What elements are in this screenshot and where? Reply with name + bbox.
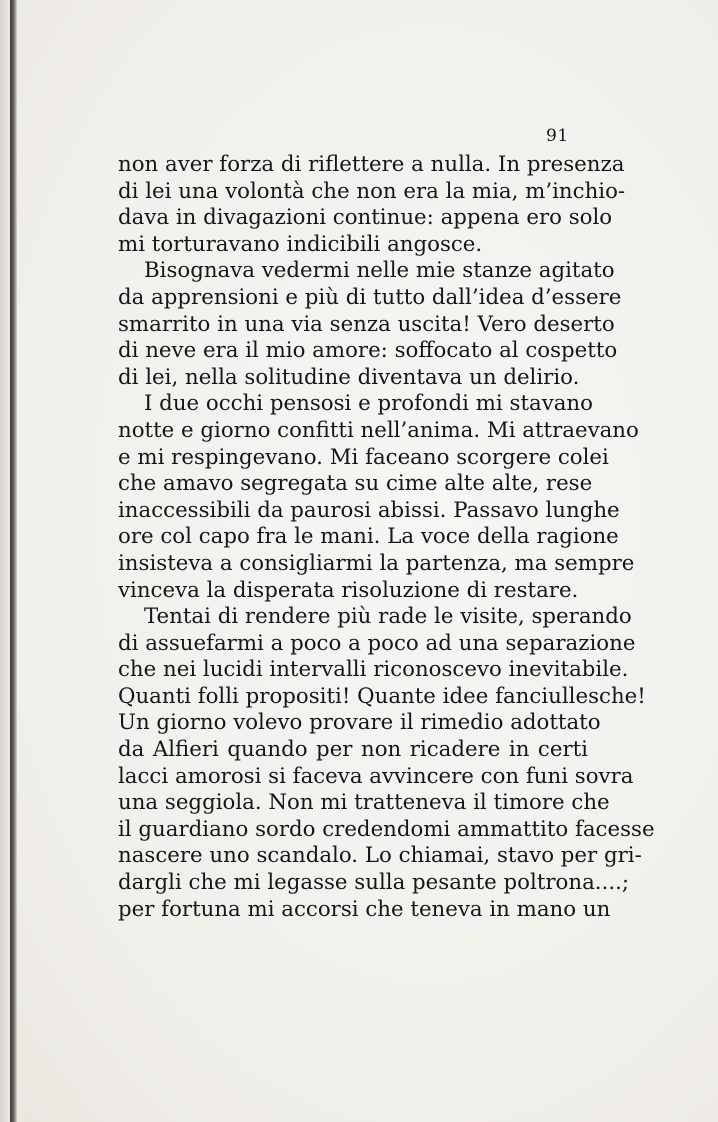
text-line: non aver forza di riflettere a nulla. In presenza bbox=[118, 152, 625, 177]
text-line: di assuefarmi a poco a poco ad una separazione bbox=[118, 630, 636, 656]
text-line: Un giorno volevo provare il rimedio adottato bbox=[118, 710, 601, 736]
text-line: dargli che mi legasse sulla pesante poltrona....; bbox=[118, 870, 630, 896]
text-line: da Alfieri quando per non ricadere in certi bbox=[118, 737, 588, 763]
text-line: e mi respingevano. Mi faceano scorgere colei bbox=[118, 444, 609, 470]
text-line: Bisognava vedermi nelle mie stanze agitato bbox=[144, 258, 615, 284]
binding-edge bbox=[10, 0, 17, 1122]
page-number: 91 bbox=[546, 126, 569, 146]
binding-shadow bbox=[0, 0, 10, 1122]
text-line: mi torturavano indicibili angosce. bbox=[118, 231, 483, 257]
text-line: di lei, nella solitudine diventava un delirio. bbox=[118, 364, 580, 390]
text-line: ore col capo fra le mani. La voce della ragione bbox=[118, 524, 619, 550]
text-line: nascere uno scandalo. Lo chiamai, stavo per gri- bbox=[118, 843, 642, 869]
text-line: Quanti folli propositi! Quante idee fanciullesche! bbox=[118, 683, 646, 709]
text-line: notte e giorno confitti nell’anima. Mi attraevano bbox=[118, 417, 639, 443]
text-line: insisteva a consigliarmi la partenza, ma sempre bbox=[118, 550, 635, 576]
text-line: per fortuna mi accorsi che teneva in mano un bbox=[118, 896, 611, 922]
text-line: vinceva la disperata risoluzione di restare. bbox=[118, 577, 579, 603]
text-line: I due occhi pensosi e profondi mi stavano bbox=[144, 391, 593, 417]
text-line: che nei lucidi intervalli riconoscevo inevitabile. bbox=[118, 657, 629, 683]
text-line: smarrito in una via senza uscita! Vero deserto bbox=[118, 311, 615, 337]
text-line: una seggiola. Non mi tratteneva il timore che bbox=[118, 790, 610, 816]
text-line: da apprensioni e più di tutto dall’idea d’essere bbox=[118, 284, 622, 310]
text-line: lacci amorosi si faceva avvincere con funi sovra bbox=[118, 763, 634, 789]
text-line: di lei una volontà che non era la mia, m’inchio- bbox=[118, 178, 626, 204]
text-line: Tentai di rendere più rade le visite, sperando bbox=[144, 604, 632, 630]
text-line: che amavo segregata su cime alte alte, rese bbox=[118, 471, 593, 497]
text-line: di neve era il mio amore: soffocato al cospetto bbox=[118, 338, 618, 364]
body-text bbox=[118, 152, 655, 923]
text-line: il guardiano sordo credendomi ammattito facesse bbox=[118, 816, 655, 842]
text-line: dava in divagazioni continue: appena ero solo bbox=[118, 205, 613, 231]
text-line: inaccessibili da paurosi abissi. Passavo lunghe bbox=[118, 497, 620, 523]
